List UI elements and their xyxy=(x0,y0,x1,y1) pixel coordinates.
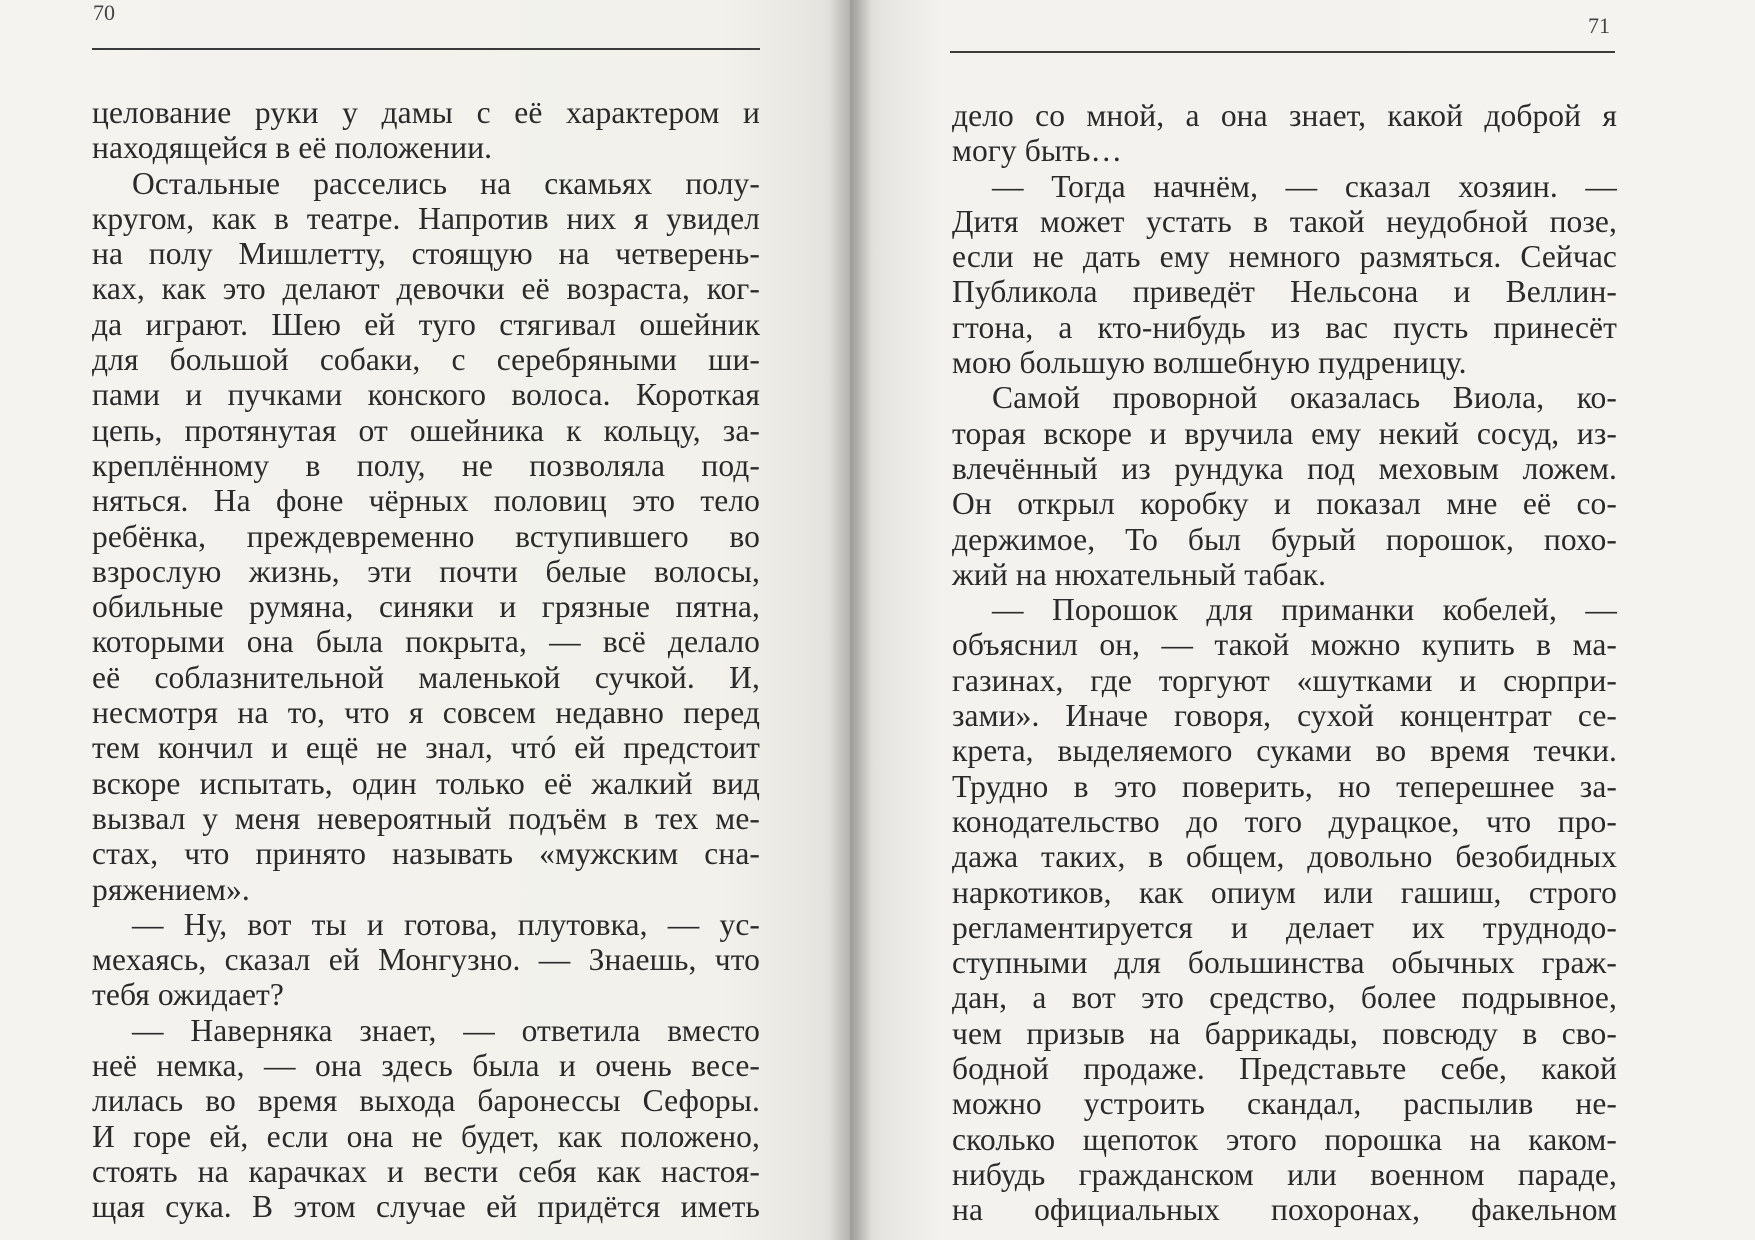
text-line: объяснил он, — такой можно купить в ма- xyxy=(952,627,1617,663)
text-line: регламентируется и делает их труднодо- xyxy=(952,909,1617,945)
text-line: газинах, где торгуют «шутками и сюрпри- xyxy=(952,662,1617,698)
text-line: её соблазнительной маленькой сучкой. И, xyxy=(92,659,760,695)
text-line: И горе ей, если она не будет, как положено, xyxy=(92,1118,760,1154)
text-line: можно устроить скандал, распылив не- xyxy=(952,1086,1617,1122)
text-line: которыми она была покрыта, — всё делало xyxy=(92,624,760,660)
text-line: Остальные расселись на скамьях полу- xyxy=(132,165,760,201)
page-text xyxy=(952,98,1617,1228)
text-line: Он открыл коробку и показал мне её со- xyxy=(952,486,1617,522)
text-line: на полу Мишлетту, стоящую на четверень- xyxy=(92,236,760,272)
text-line: стоять на карачках и вести себя как настоя- xyxy=(92,1153,760,1189)
text-line: да играют. Шею ей туго стягивал ошейник xyxy=(92,306,760,342)
text-line: могу быть… xyxy=(952,133,1123,169)
text-line: тем кончил и ещё не знал, чтó ей предстоит xyxy=(92,730,760,766)
text-line: цепь, протянутая от ошейника к кольцу, за- xyxy=(92,412,760,448)
text-line: жий на нюхательный табак. xyxy=(952,556,1327,592)
text-line: — Порошок для приманки кобелей, — xyxy=(992,592,1617,628)
gutter-shadow xyxy=(828,0,872,1240)
text-line: креплённому в полу, не позволяла под- xyxy=(92,447,760,483)
text-line: для большой собаки, с серебряными ши- xyxy=(92,342,760,378)
text-line: Публикола приведёт Нельсона и Веллин- xyxy=(952,274,1617,310)
text-line: целование руки у дамы с её характером и xyxy=(92,95,760,130)
text-line: зами». Иначе говоря, сухой концентрат се- xyxy=(952,698,1617,734)
text-line: неё немка, — она здесь была и очень весе- xyxy=(92,1048,760,1084)
text-line: торая вскоре и вручила ему некий сосуд, из- xyxy=(952,415,1617,451)
text-line: мехаясь, сказал ей Монгузно. — Знаешь, что xyxy=(92,942,760,978)
text-line: влечённый из рундука под меховым ложем. xyxy=(952,450,1617,486)
text-line: чем призыв на баррикады, повсюду в сво- xyxy=(952,1015,1617,1051)
text-line: ступными для большинства обычных граж- xyxy=(952,945,1617,981)
page-text xyxy=(92,95,760,1225)
text-line: нибудь гражданском или военном параде, xyxy=(952,1156,1617,1192)
text-line: Дитя может устать в такой неудобной позе, xyxy=(952,203,1617,239)
text-line: лилась во время выхода баронессы Сефоры. xyxy=(92,1083,760,1119)
text-line: сколько щепоток этого порошка на каком- xyxy=(952,1121,1617,1157)
text-line: обильные румяна, синяки и грязные пятна, xyxy=(92,589,760,625)
text-line: держимое, То был бурый порошок, похо- xyxy=(952,521,1617,557)
text-line: вскоре испытать, один только её жалкий вид xyxy=(92,765,760,801)
text-line: гтона, а кто-нибудь из вас пусть принесёт xyxy=(952,309,1617,345)
text-line: мою большую волшебную пудреницу. xyxy=(952,345,1467,381)
text-line: пами и пучками конского волоса. Короткая xyxy=(92,377,760,413)
text-line: — Ну, вот ты и готова, плутовка, — ус- xyxy=(132,906,760,942)
text-line: дажа таких, в общем, довольно безобидных xyxy=(952,839,1617,875)
header-rule xyxy=(950,51,1615,53)
text-line: дан, а вот это средство, более подрывное, xyxy=(952,980,1617,1016)
text-line: несмотря на то, что я совсем недавно перед xyxy=(92,695,760,731)
text-line: находящейся в её положении. xyxy=(92,130,493,166)
text-line: Самой проворной оказалась Виола, ко- xyxy=(992,380,1617,416)
text-line: щая сука. В этом случае ей придётся иметь xyxy=(92,1189,760,1225)
text-line: крета, выделяемого суками во время течки. xyxy=(952,733,1617,769)
text-line: наркотиков, как опиум или гашиш, строго xyxy=(952,874,1617,910)
text-line: ках, как это делают девочки её возраста, ког- xyxy=(92,271,760,307)
text-line: конодательство до того дурацкое, что про- xyxy=(952,803,1617,839)
text-line: дело со мной, а она знает, какой доброй я xyxy=(952,98,1617,133)
text-line: стах, что принято называть «мужским сна- xyxy=(92,836,760,872)
text-line: ряжением». xyxy=(92,871,250,907)
text-line: взрослую жизнь, эти почти белые волосы, xyxy=(92,553,760,589)
text-line: няться. На фоне чёрных половиц это тело xyxy=(92,483,760,519)
page-number: 71 xyxy=(1588,13,1610,38)
text-line: кругом, как в театре. Напротив них я увидел xyxy=(92,200,760,236)
text-line: тебя ожидает? xyxy=(92,977,284,1013)
text-line: если не дать ему немного размяться. Сейчас xyxy=(952,239,1617,275)
text-line: — Наверняка знает, — ответила вместо xyxy=(132,1012,760,1048)
left-page xyxy=(0,0,850,1240)
text-line: на официальных похоронах, факельном xyxy=(952,1192,1617,1228)
page-number: 70 xyxy=(93,0,115,25)
text-line: ребёнка, преждевременно вступившего во xyxy=(92,518,760,554)
text-line: Трудно в это поверить, но теперешнее за- xyxy=(952,768,1617,804)
text-line: бодной продаже. Представьте себе, какой xyxy=(952,1051,1617,1087)
text-line: вызвал у меня невероятный подъём в тех ме- xyxy=(92,800,760,836)
right-page xyxy=(850,0,1755,1240)
text-line: — Тогда начнём, — сказал хозяин. — xyxy=(992,168,1617,204)
header-rule xyxy=(92,48,760,50)
